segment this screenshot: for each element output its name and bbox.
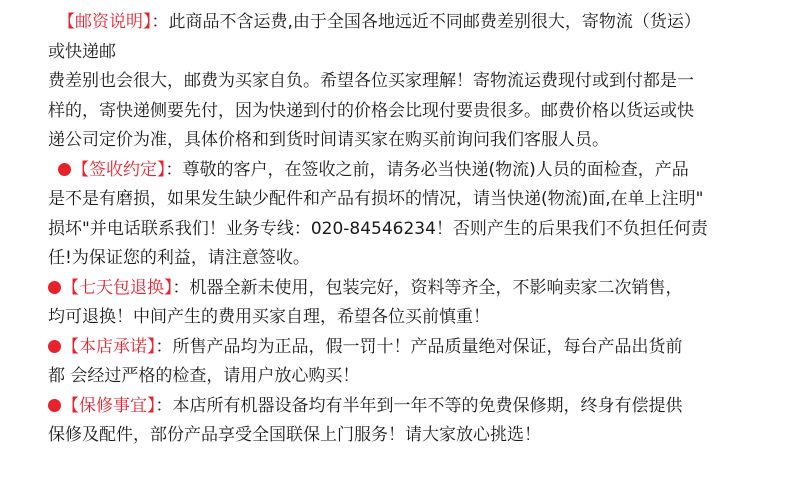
receipt-line-1 — [48, 156, 746, 186]
postage-text-1: ：此商品不含运费,由于全国各地远近不同邮费差别很大，寄物流（货运） — [151, 12, 701, 32]
return-text-1: ：机器全新未使用，包装完好，资料等齐全，不影响卖家二次销售， — [172, 277, 683, 298]
postage-line-2 — [48, 38, 746, 68]
warranty-line-1 — [48, 392, 746, 422]
receipt-text-4: 任!为保证您的利益，请注意签收。 — [48, 248, 310, 268]
receipt-text-1: ：尊敬的客户，在签收之前，请务必当快递(物流)人员的面检查，产品 — [165, 159, 689, 180]
return-line-2 — [48, 303, 746, 333]
receipt-line-4 — [48, 244, 746, 274]
return-text-2: 均可退换！中间产生的费用买家自理，希望各位买前慎重！ — [48, 307, 490, 327]
return-line-1 — [48, 274, 746, 304]
warranty-text-1: ：本店所有机器设备均有半年到一年不等的免费保修期，终身有偿提供 — [155, 395, 683, 416]
warranty-text-2: 保修及配件，部份产品享受全国联保上门服务！请大家放心挑选！ — [48, 425, 541, 445]
promise-text-1: ：所售产品均为正品，假一罚十！产品质量绝对保证，每台产品出货前 — [155, 336, 683, 357]
promise-title: 【本店承诺】 — [62, 336, 156, 357]
red-bullet-icon — [58, 163, 71, 176]
postage-text-5: 递公司定价为准，具体价格和到货时间请买家在购买前询问我们客服人员。 — [48, 130, 609, 150]
red-bullet-icon — [48, 399, 61, 412]
postage-text-4: 样的，寄快递侧要先付，因为快递到付的价格会比现付要贵很多。邮费价格以货运或快 — [48, 100, 694, 121]
red-bullet-icon — [48, 281, 61, 294]
warranty-line-2 — [48, 421, 746, 451]
warranty-title: 【保修事宜】 — [62, 395, 156, 416]
receipt-line-3 — [48, 215, 746, 245]
red-bullet-icon — [48, 340, 61, 353]
return-title: 【七天包退换】 — [62, 277, 173, 298]
receipt-title: 【签收约定】 — [72, 159, 166, 180]
postage-line-4 — [48, 97, 746, 127]
receipt-text-3: 损坏"并电话联系我们！业务专线：020-84546234！否则产生的后果我们不负担任何责 — [48, 218, 708, 239]
postage-title: 【邮资说明】 — [58, 12, 152, 32]
postage-text-2: 或快递邮 — [48, 41, 116, 62]
postage-line-1 — [48, 8, 746, 38]
receipt-text-2: 是不是有磨损，如果发生缺少配件和产品有损坏的情况，请当快递(物流)面,在单上注明" — [48, 189, 704, 209]
promise-line-2 — [48, 362, 746, 392]
promise-line-1 — [48, 333, 746, 363]
postage-line-5 — [48, 126, 746, 156]
receipt-line-2 — [48, 185, 746, 215]
postage-text-3: 费差别也会很大，邮费为买家自负。希望各位买家理解！寄物流运费现付或到付都是一 — [48, 71, 694, 91]
promise-text-2: 都 会经过严格的检查，请用户放心购买！ — [48, 366, 360, 386]
postage-line-3 — [48, 67, 746, 97]
